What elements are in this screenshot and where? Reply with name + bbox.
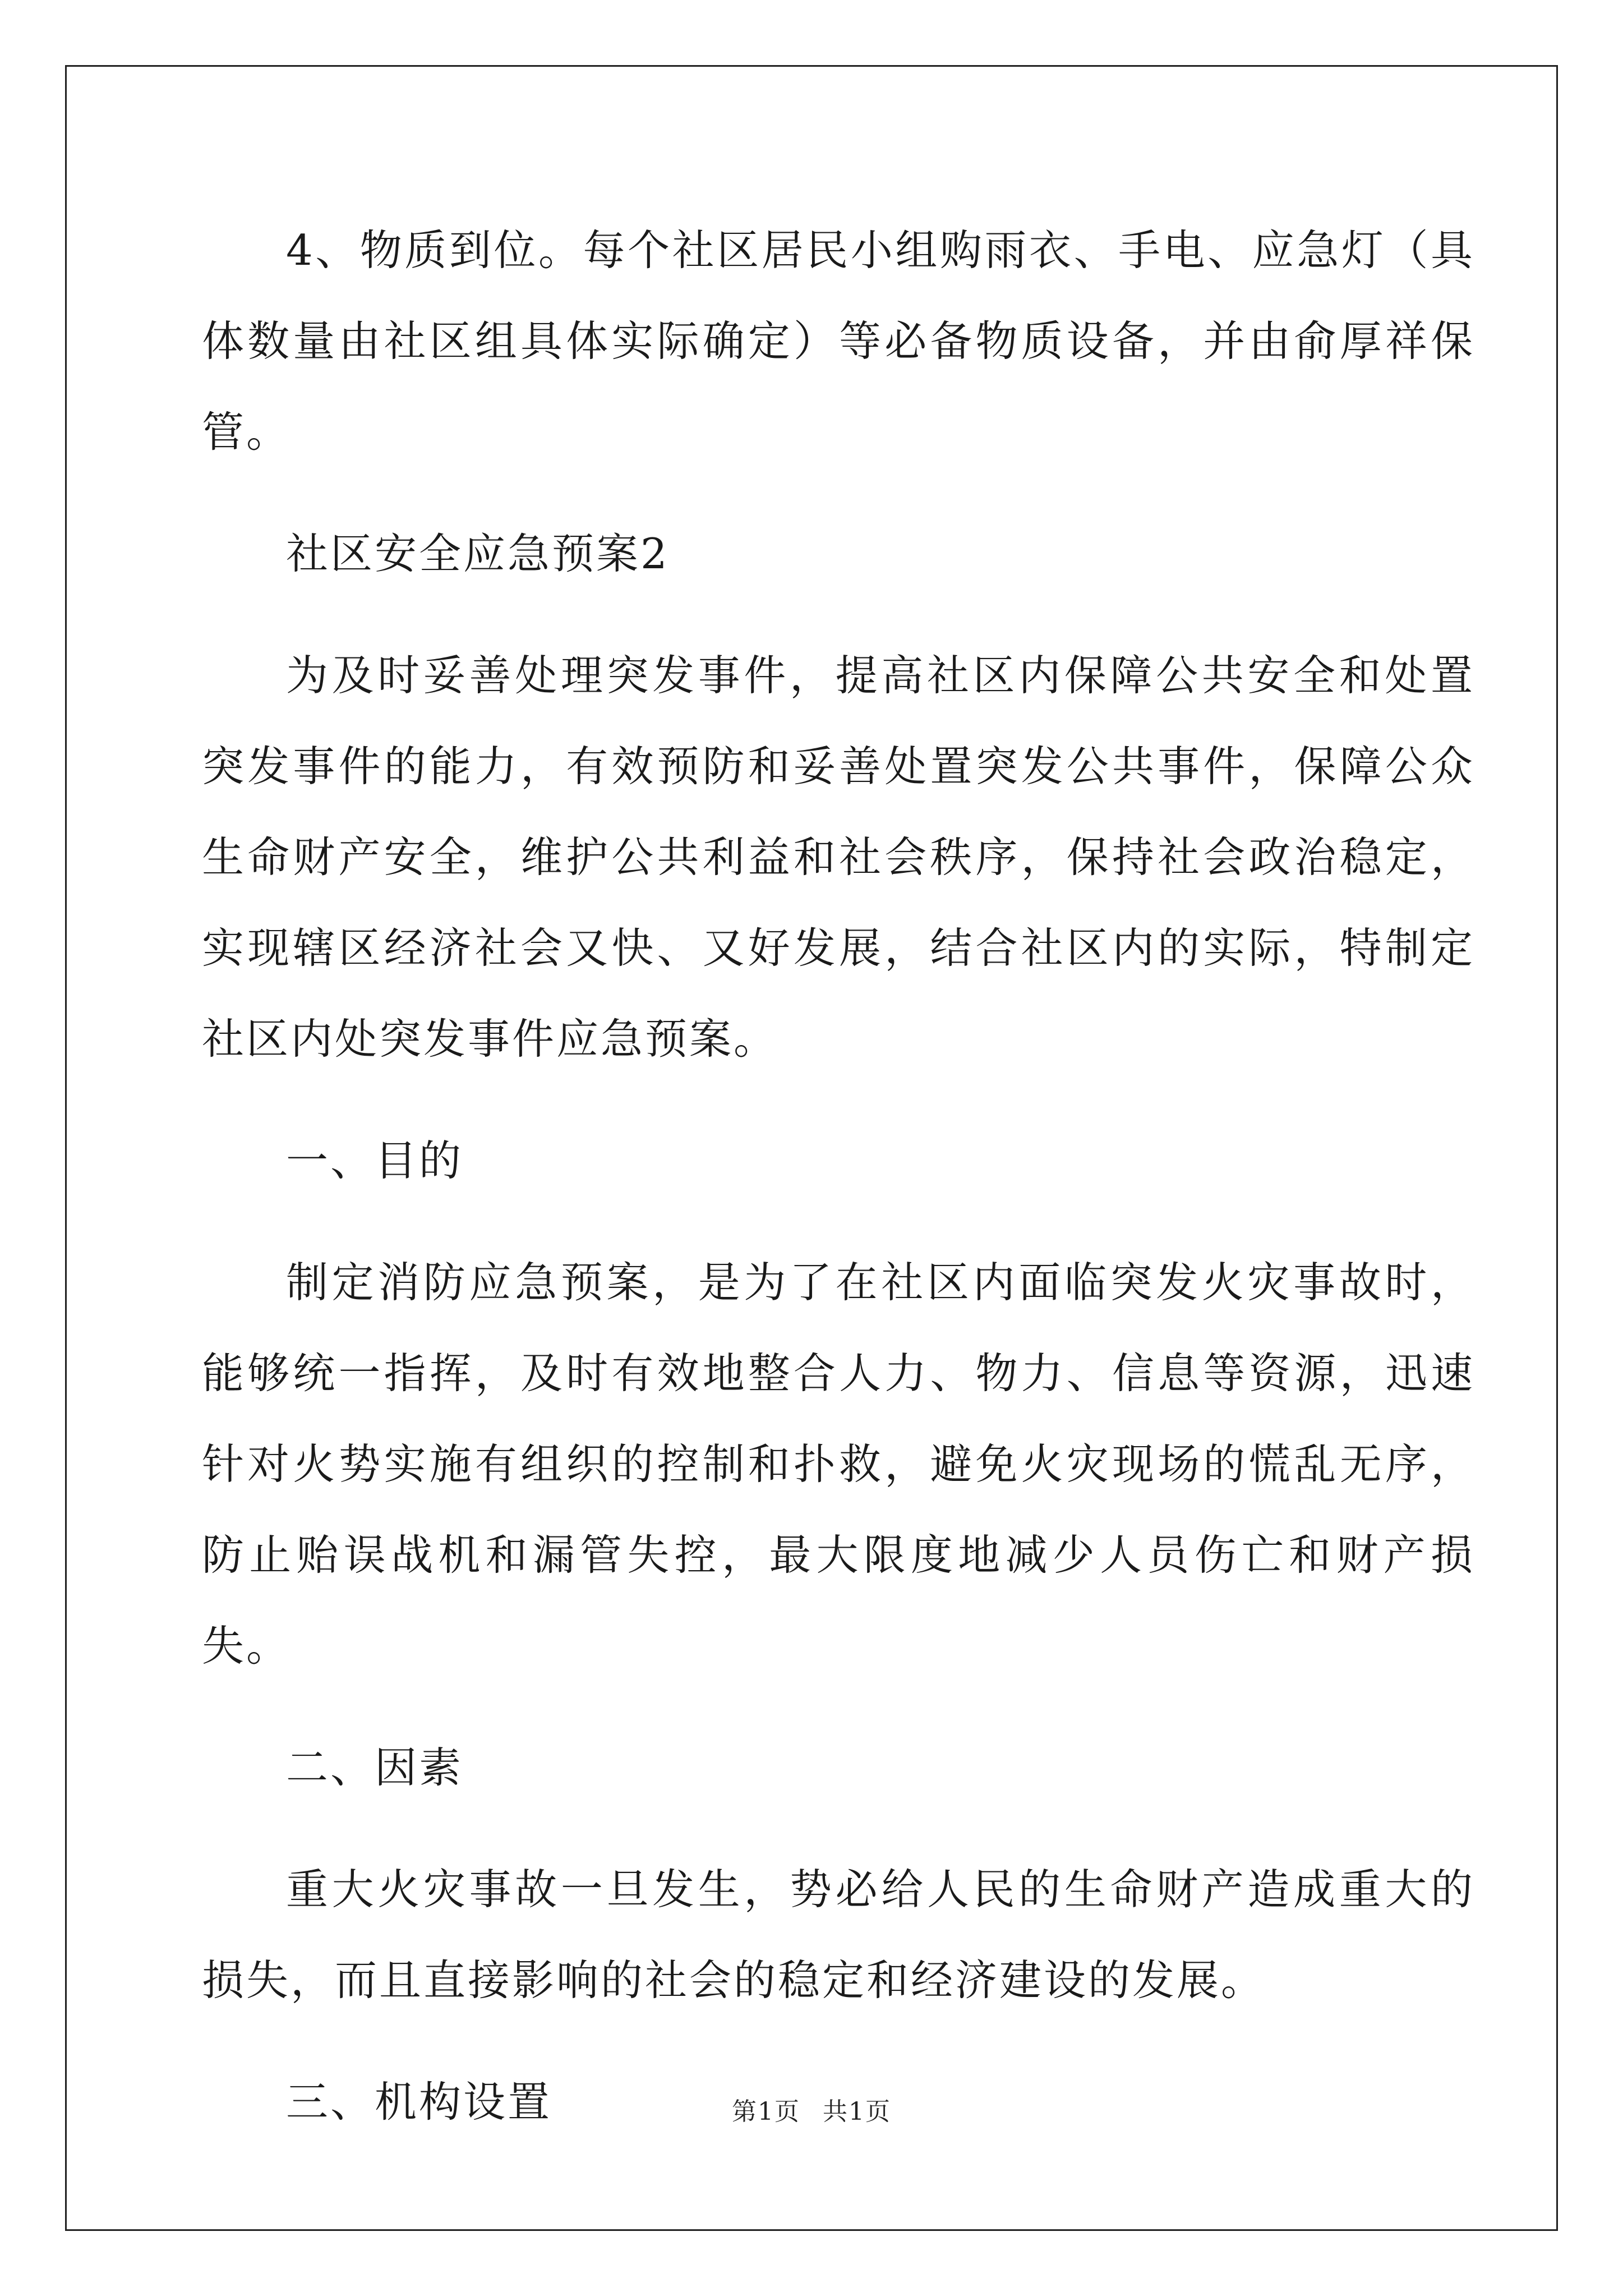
page-number: 第1页 bbox=[732, 2097, 800, 2126]
section-title: 社区安全应急预案2 bbox=[286, 529, 670, 578]
heading-purpose: 一、目的 bbox=[286, 1136, 464, 1185]
paragraph-purpose: 制定消防应急预案，是为了在社区内面临突发火灾事故时，能够统一指挥，及时有效地整合人力、物力、信息等资源，迅速针对火势实施有组织的控制和扑救，避免火灾现场的慌乱无序，防止贻误战机和漏管失控，最大限度地减少人员伤亡和财产损失。 bbox=[202, 1258, 1475, 1671]
paragraph-factors: 重大火灾事故一旦发生，势必给人民的生命财产造成重大的损失，而且直接影响的社会的稳定和经济建设的发展。 bbox=[202, 1865, 1475, 2005]
heading-factors: 二、因素 bbox=[286, 1743, 464, 1792]
page-footer bbox=[0, 2095, 1623, 2129]
page-total: 共1页 bbox=[823, 2097, 891, 2126]
paragraph-intro: 为及时妥善处理突发事件，提高社区内保障公共安全和处置突发事件的能力，有效预防和妥善处置突发公共事件，保障公众生命财产安全，维护公共利益和社会秩序，保持社会政治稳定，实现辖区经济社会又快、又好发展，结合社区内的实际，特制定社区内处突发事件应急预案。 bbox=[202, 651, 1475, 1064]
paragraph-supplies: 4、物质到位。每个社区居民小组购雨衣、手电、应急灯（具体数量由社区组具体实际确定）等必备物质设备，并由俞厚祥保管。 bbox=[202, 226, 1475, 457]
heading-organization: 三、机构设置 bbox=[286, 2077, 552, 2127]
document-body bbox=[202, 205, 1475, 2147]
